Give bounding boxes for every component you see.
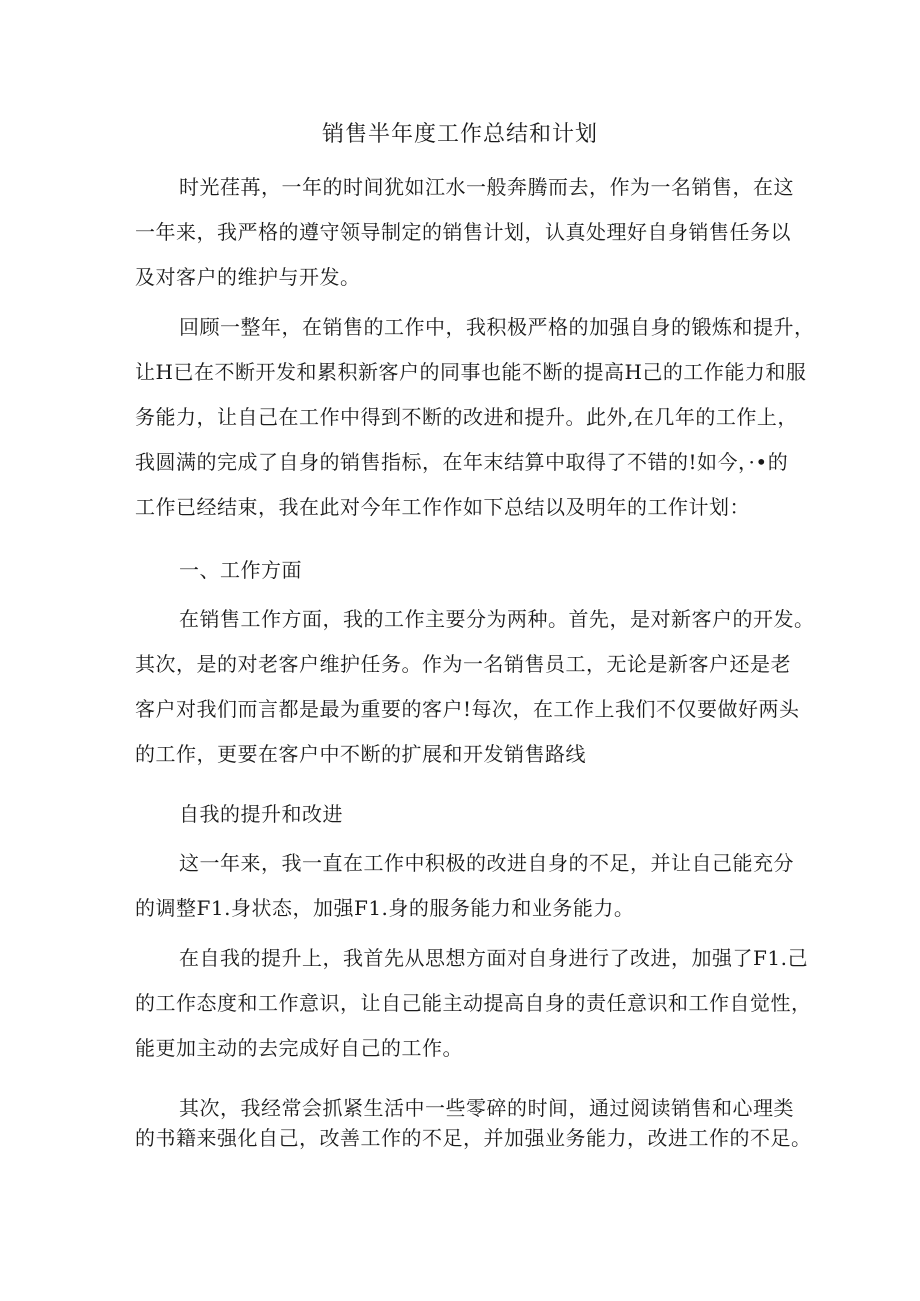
section-heading-work: 一、工作方面: [179, 558, 302, 582]
paragraph-reading: [135, 1093, 812, 1153]
text-line: 的工作，更要在客户中不断的扩展和开发销售路线: [135, 742, 586, 766]
text-line: 工作已经结束，我在此对今年工作作如下总结以及明年的工作计划：: [135, 495, 750, 519]
text-line: 务能力，让自己在工作中得到不断的改进和提升。此外,在几年的工作上，: [135, 405, 798, 429]
paragraph-self-improvement: [135, 936, 812, 1071]
text-line: 让H已在不断开发和累积新客户的同事也能不断的提高H己的工作能力和服: [135, 360, 807, 384]
text-line: 客户对我们而言都是最为重要的客户!每次，在工作上我们不仅要做好两头: [135, 697, 800, 721]
text-line: 其次，我经常会抓紧生活中一些零碎的时间，通过阅读销售和心理类: [179, 1096, 794, 1120]
paragraph-work: [135, 597, 815, 777]
text-line: 在销售工作方面，我的工作主要分为两种。首先，是对新客户的开发。: [179, 607, 815, 631]
text-line: 能更加主动的去完成好自己的工作。: [135, 1036, 463, 1060]
paragraph-intro: [135, 165, 795, 300]
text-line: 在自我的提升上，我首先从思想方面对自身进行了改进，加强了F1.己: [179, 946, 808, 970]
text-line: 的工作态度和工作意识，让自己能主动提高自身的责任意识和工作自觉性，: [135, 991, 812, 1015]
text-line: 的书籍来强化自己，改善工作的不足，并加强业务能力，改进工作的不足。: [135, 1126, 812, 1150]
page-title: 销售半年度工作总结和计划: [321, 122, 598, 147]
text-line: 一年来，我严格的遵守领导制定的销售计划，认真处理好自身销售任务以: [135, 220, 791, 244]
text-line: 及对客户的维护与开发。: [135, 265, 361, 289]
section-heading-improvement: 自我的提升和改进: [179, 802, 343, 826]
text-line: 回顾一整年，在销售的工作中，我积极严格的加强自身的锻炼和提升，: [179, 315, 815, 339]
text-line: 我圆满的完成了自身的销售指标，在年末结算中取得了不错的!如今，·•的: [135, 450, 789, 474]
paragraph-improvement: [135, 841, 795, 931]
text-line: 时光荏苒，一年的时间犹如江水一般奔腾而去，作为一名销售，在这: [179, 175, 794, 199]
text-line: 这一年来，我一直在工作中积极的改进自身的不足，并让自己能充分: [179, 851, 794, 875]
paragraph-review: [135, 305, 815, 530]
text-line: 其次，是的对老客户维护任务。作为一名销售员工，无论是新客户还是老: [135, 652, 791, 676]
text-line: 的调整F1.身状态，加强F1.身的服务能力和业务能力。: [135, 896, 635, 920]
